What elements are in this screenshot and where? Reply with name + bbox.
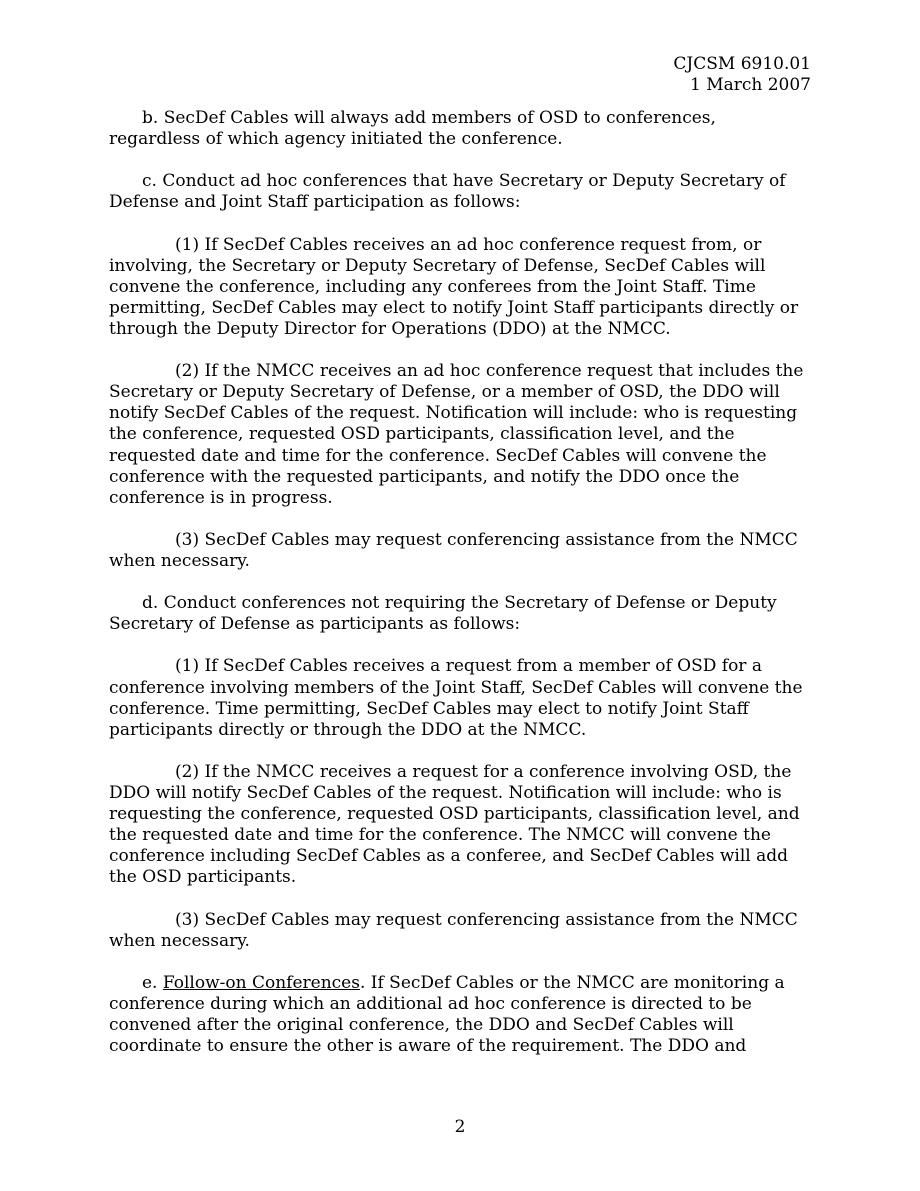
paragraph-e bbox=[109, 973, 812, 1057]
paragraph-text: c. Conduct ad hoc conferences that have Secretary or Deputy Secretary of Defense and Joint Staff participation as follows: bbox=[109, 171, 786, 213]
paragraph-d-1 bbox=[109, 656, 812, 740]
paragraph-text: (1) If SecDef Cables receives a request from a member of OSD for a conference involving members of the Joint Staff, SecDef Cables will convene the conference. Time permitting, SecDef Cables may elect to notify Joint Staff participants directly or through the DDO at the NMCC. bbox=[109, 656, 803, 740]
paragraph-d-2 bbox=[109, 762, 812, 889]
paragraph-text: (1) If SecDef Cables receives an ad hoc conference request from, or involving, the Secretary or Deputy Secretary of Defense, SecDef Cables will convene the conference, including any conferees from the Joint Staff. Time permitting, SecDef Cables may elect to notify Joint Staff participants directly or through the Deputy Director for Operations (DDO) at the NMCC. bbox=[109, 234, 799, 339]
document-header bbox=[673, 54, 811, 96]
page-number: 2 bbox=[454, 1117, 466, 1137]
page-footer bbox=[0, 1117, 920, 1138]
paragraph-text: (2) If the NMCC receives a request for a conference involving OSD, the DDO will notify SecDef Cables of the request. Notification will include: who is requesting the conference, requested OSD participants, classification level, and the requested date and time for the conference. The NMCC will convene the conference including SecDef Cables as a conferee, and SecDef Cables will add the OSD participants. bbox=[109, 761, 800, 888]
document-body bbox=[109, 108, 812, 1078]
document-date: 1 March 2007 bbox=[689, 75, 811, 95]
paragraph-b bbox=[109, 108, 812, 150]
paragraph-text: (2) If the NMCC receives an ad hoc conference request that includes the Secretary or Deputy Secretary of Defense, or a member of OSD, the DDO will notify SecDef Cables of the request. Notification will include: who is requesting the conference, requested OSD participants, classification level, and the requested date and time for the conference. SecDef Cables will convene the conference with the requested participants, and notify the DDO once the conference is in progress. bbox=[109, 361, 804, 508]
paragraph-text: (3) SecDef Cables may request conferencing assistance from the NMCC when necessary. bbox=[109, 909, 798, 951]
paragraph-d bbox=[109, 593, 812, 635]
paragraph-c bbox=[109, 171, 812, 213]
paragraph-c-1 bbox=[109, 235, 812, 340]
paragraph-text: b. SecDef Cables will always add members of OSD to conferences, regardless of which agency initiated the conference. bbox=[109, 108, 716, 150]
paragraph-title: Follow-on Conferences bbox=[162, 972, 360, 993]
paragraph-text: . If SecDef Cables or the NMCC are monitoring a conference during which an additional ad hoc conference is directed to be convened after the original conference, the DDO and SecDef Cables will coordinate to ensure the other is aware of the requirement. The DDO and bbox=[109, 972, 785, 1057]
paragraph-d-3 bbox=[109, 910, 812, 952]
paragraph-c-2 bbox=[109, 361, 812, 509]
document-number: CJCSM 6910.01 bbox=[673, 54, 811, 74]
paragraph-label: e. bbox=[142, 972, 163, 993]
paragraph-c-3 bbox=[109, 530, 812, 572]
paragraph-text: d. Conduct conferences not requiring the Secretary of Defense or Deputy Secretary of Defense as participants as follows: bbox=[109, 593, 777, 635]
paragraph-text: (3) SecDef Cables may request conferencing assistance from the NMCC when necessary. bbox=[109, 529, 798, 571]
